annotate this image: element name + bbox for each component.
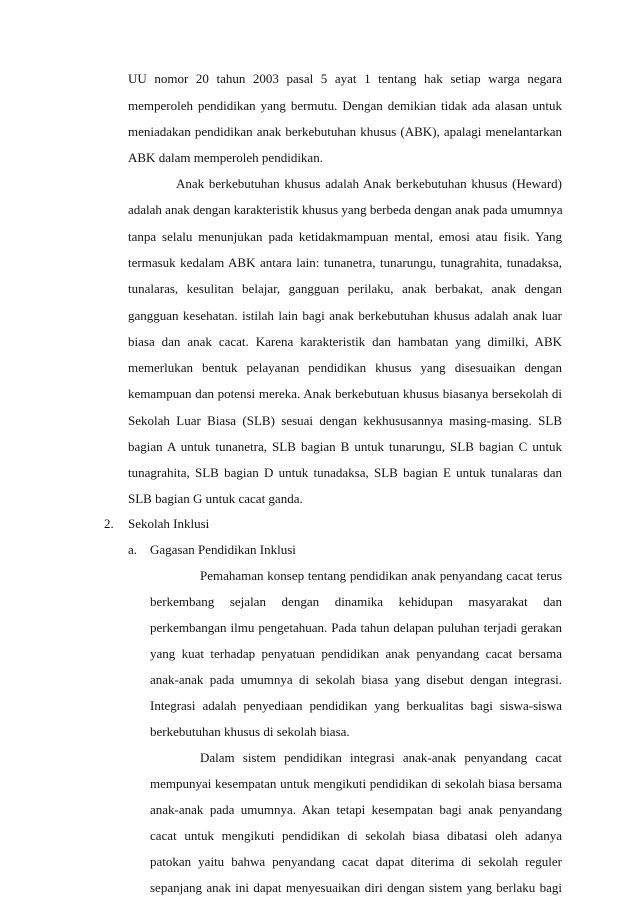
paragraph-1-line-3: meniadakan pendidikan anak berkebutuhan khusus (ABK), apalagi menelantarkan xyxy=(128,124,562,139)
section-2-number: 2. xyxy=(104,516,114,531)
paragraph-3-line-3: perkembangan ilmu pengetahuan. Pada tahun delapan puluhan terjadi gerakan xyxy=(150,620,562,635)
paragraph-3-line-5: anak-anak pada umumnya di sekolah biasa yang disebut dengan integrasi. xyxy=(150,672,562,687)
paragraph-1-line-1: UU nomor 20 tahun 2003 pasal 5 ayat 1 tentang hak setiap warga negara xyxy=(128,71,562,86)
paragraph-3-line-6: Integrasi adalah penyediaan pendidikan yang berkualitas bagi siswa-siswa xyxy=(150,698,562,713)
paragraph-1-line-4: ABK dalam memperoleh pendidikan. xyxy=(128,150,323,165)
paragraph-4-line-6: sepanjang anak ini dapat menyesuaikan diri dengan sistem yang berlaku bagi xyxy=(150,880,562,895)
paragraph-2-line-7: biasa dan anak cacat. Karena karakteristik dan hambatan yang dimilki, ABK xyxy=(128,334,562,349)
paragraph-3-line-1: Pemahaman konsep tentang pendidikan anak penyandang cacat terus xyxy=(200,568,562,583)
paragraph-2-line-2: adalah anak dengan karakteristik khusus yang berbeda dengan anak pada umumnya xyxy=(128,202,563,217)
paragraph-1-line-2: memperoleh pendidikan yang bermutu. Dengan demikian tidak ada alasan untuk xyxy=(128,98,562,113)
subsection-a-title: Gagasan Pendidikan Inklusi xyxy=(150,542,296,557)
paragraph-2-line-6: gangguan kesehatan. istilah lain bagi anak berkebutuhan khusus adalah anak luar xyxy=(128,308,562,323)
paragraph-2-line-3: tanpa selalu menunjukan pada ketidakmampuan mental, emosi atau fisik. Yang xyxy=(128,229,562,244)
paragraph-4-line-4: cacat untuk mengikuti pendidikan di sekolah biasa dibatasi oleh adanya xyxy=(150,828,562,843)
paragraph-4-line-1: Dalam sistem pendidikan integrasi anak-anak penyandang cacat xyxy=(200,750,562,765)
paragraph-2-line-10: Sekolah Luar Biasa (SLB) sesuai dengan kekhususannya masing-masing. SLB xyxy=(128,413,562,428)
paragraph-2-line-12: tunagrahita, SLB bagian D untuk tunadaksa, SLB bagian E untuk tunalaras dan xyxy=(128,465,562,480)
paragraph-2-line-9: kemampuan dan potensi mereka. Anak berkebutuan khusus biasanya bersekolah di xyxy=(128,386,562,401)
paragraph-4-line-2: mempunyai kesempatan untuk mengikuti pendidikan di sekolah biasa bersama xyxy=(150,776,562,791)
subsection-a-letter: a. xyxy=(128,542,138,557)
paragraph-4-line-3: anak-anak pada umumnya. Akan tetapi kesempatan bagi anak penyandang xyxy=(150,802,562,817)
section-2-title: Sekolah Inklusi xyxy=(128,516,210,531)
paragraph-3-line-7: berkebutuhan khusus di sekolah biasa. xyxy=(150,724,350,739)
paragraph-2-line-1: Anak berkebutuhan khusus adalah Anak berkebutuhan khusus (Heward) xyxy=(176,176,562,191)
paragraph-2-line-4: termasuk kedalam ABK antara lain: tunanetra, tunarungu, tunagrahita, tunadaksa, xyxy=(128,255,562,270)
paragraph-2-line-8: memerlukan bentuk pelayanan pendidikan khusus yang disesuaikan dengan xyxy=(128,360,562,375)
paragraph-2-line-5: tunalaras, kesulitan belajar, gangguan perilaku, anak berbakat, anak dengan xyxy=(128,281,562,296)
paragraph-4-line-5: patokan yaitu bahwa penyandang cacat dapat diterima di sekolah reguler xyxy=(150,854,562,869)
paragraph-3-line-2: berkembang sejalan dengan dinamika kehidupan masyarakat dan xyxy=(150,594,562,609)
paragraph-2-line-13: SLB bagian G untuk cacat ganda. xyxy=(128,491,303,506)
paragraph-2-line-11: bagian A untuk tunanetra, SLB bagian B untuk tunarungu, SLB bagian C untuk xyxy=(128,439,562,454)
paragraph-3-line-4: yang kuat terhadap penyatuan pendidikan anak penyandang cacat bersama xyxy=(150,646,562,661)
